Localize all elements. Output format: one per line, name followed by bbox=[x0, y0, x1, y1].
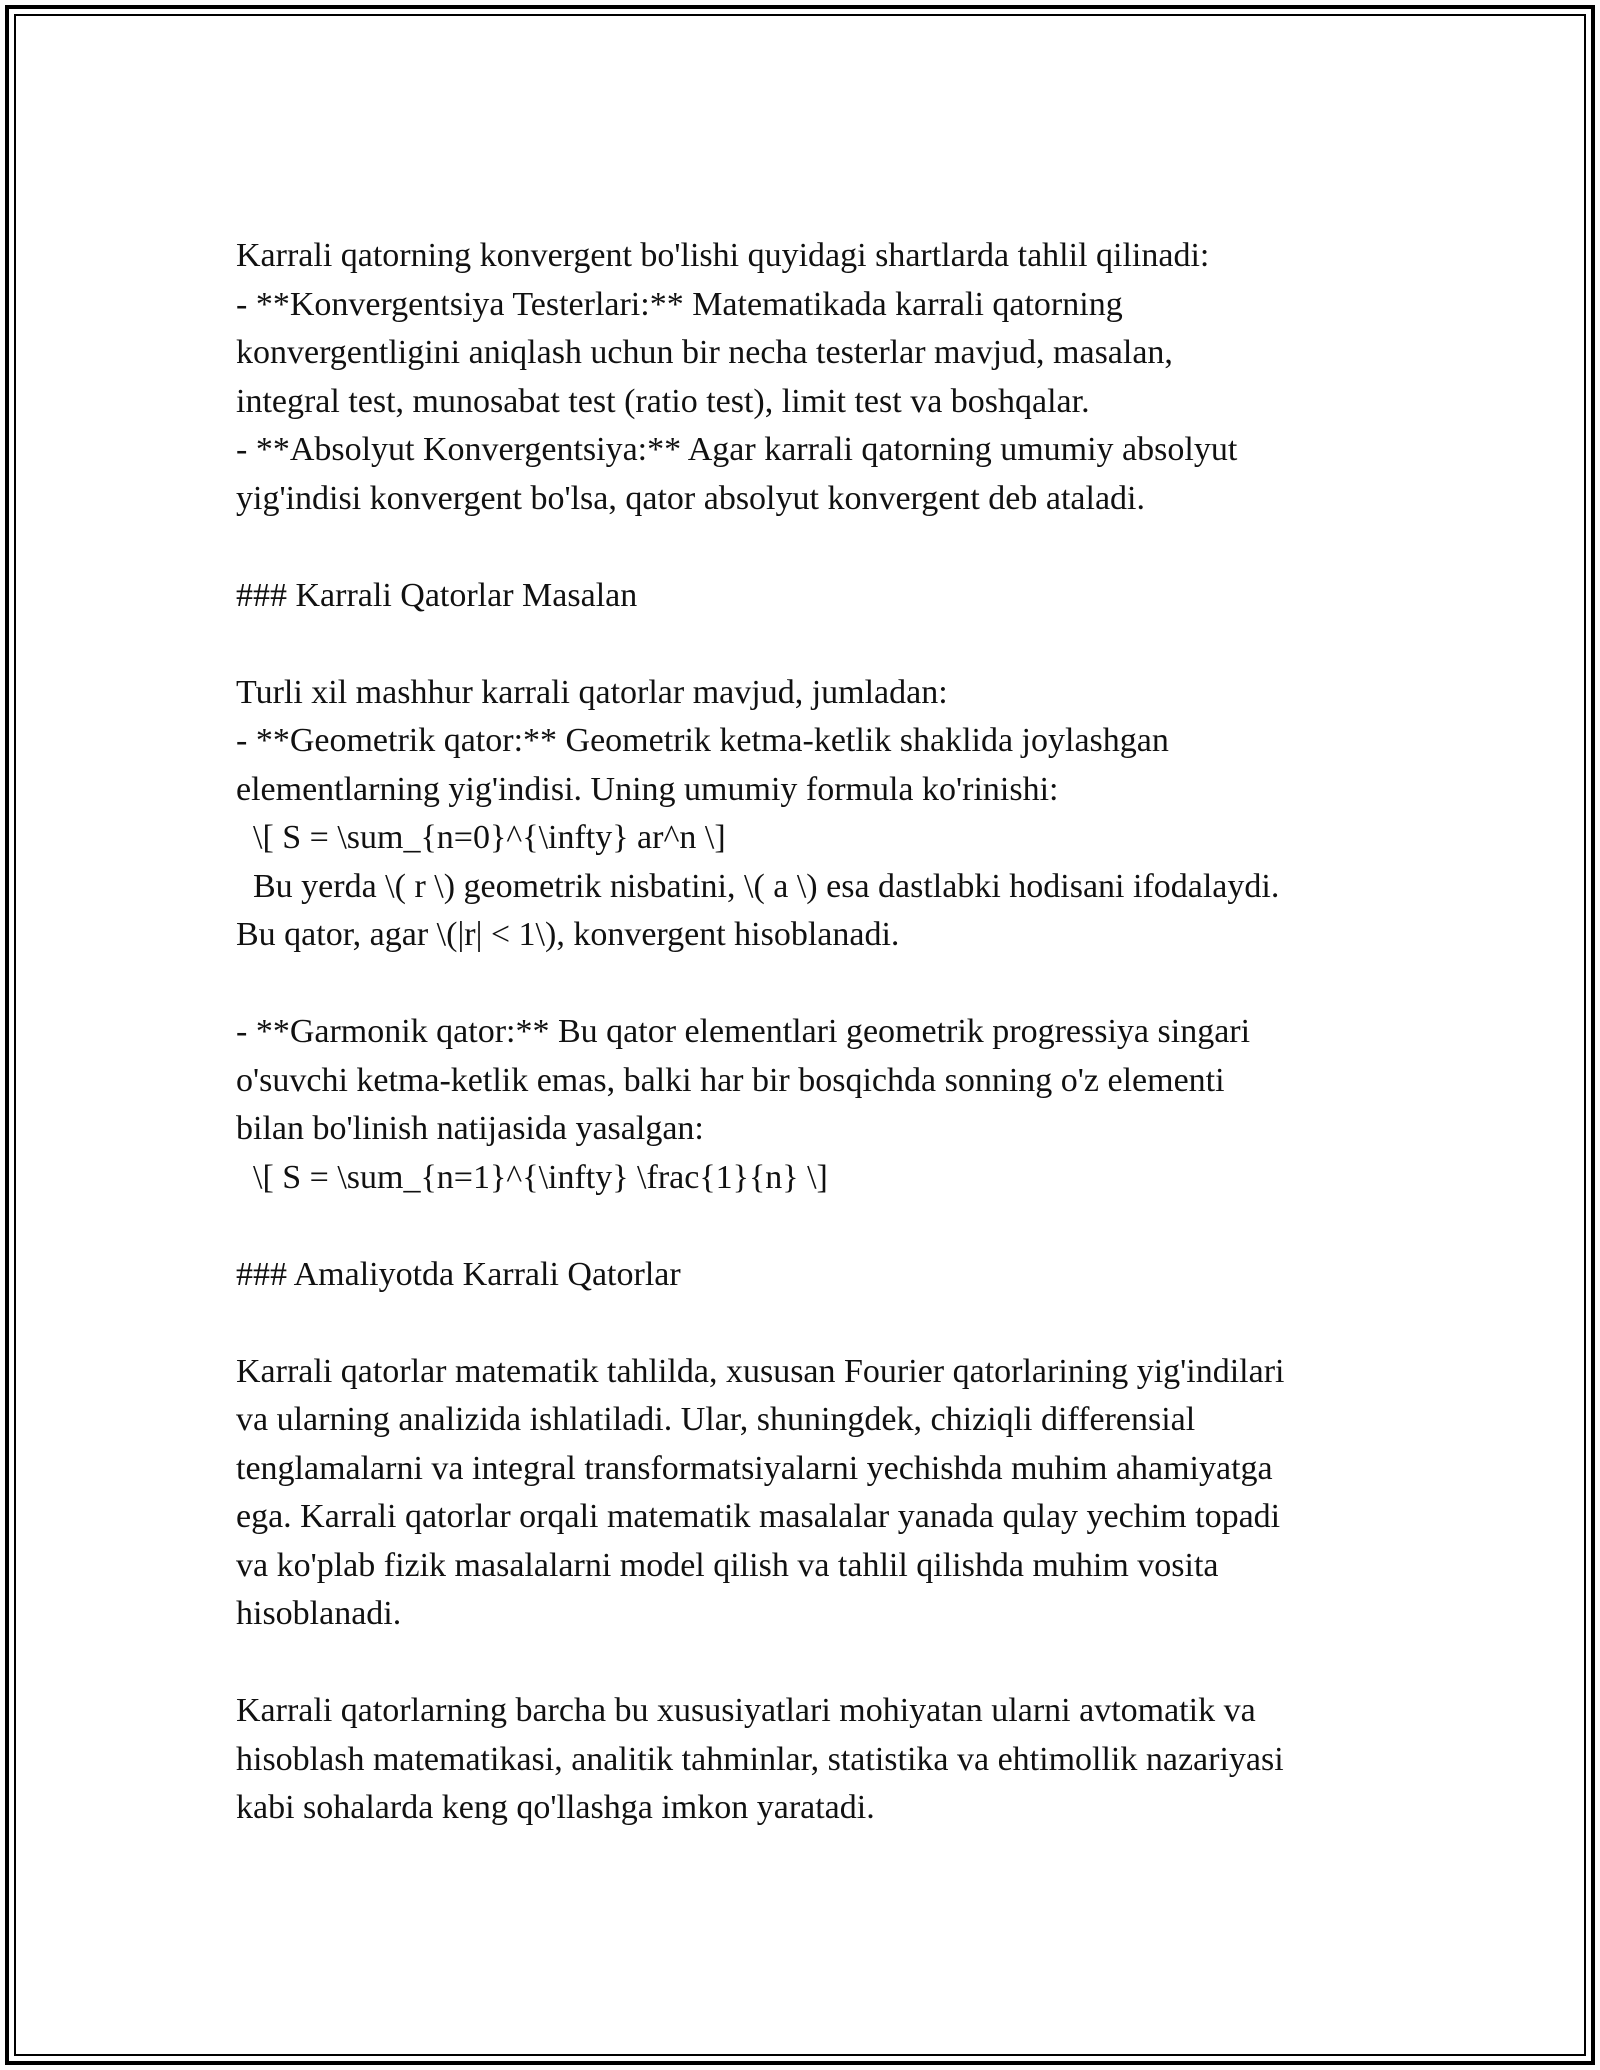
text-line: - **Geometrik qator:** Geometrik ketma-ketlik shaklida joylashgan bbox=[236, 722, 1169, 759]
section-heading: ### Karrali Qatorlar Masalan bbox=[236, 576, 638, 614]
text-line: Turli xil mashhur karrali qatorlar mavjud, jumladan: bbox=[236, 673, 948, 711]
text-line: hisoblanadi. bbox=[236, 1595, 402, 1632]
blank-line bbox=[236, 960, 1386, 1009]
text-line: Karrali qatorlar matematik tahlilda, xususan Fourier qatorlarining yig'indilari bbox=[236, 1352, 1285, 1390]
text-line: konvergentligini aniqlash uchun bir necha testerlar mavjud, masalan, bbox=[236, 334, 1173, 371]
section-heading: ### Amaliyotda Karrali Qatorlar bbox=[236, 1255, 681, 1293]
text-line: elementlarning yig'indisi. Uning umumiy formula ko'rinishi: bbox=[236, 770, 1059, 808]
text-line: Karrali qatorning konvergent bo'lishi quyidagi shartlarda tahlil qilinadi: bbox=[236, 237, 1210, 274]
text-line: va ko'plab fizik masalalarni model qilish va tahlil qilishda muhim vosita bbox=[236, 1546, 1219, 1584]
blank-line bbox=[236, 523, 1386, 572]
text-line: tenglamalarni va integral transformatsiyalarni yechishda muhim ahamiyatga bbox=[236, 1449, 1273, 1487]
text-line: Bu qator, agar \(|r| < 1\), konvergent hisoblanadi. bbox=[236, 916, 900, 953]
blank-line bbox=[236, 1299, 1386, 1348]
text-line: hisoblash matematikasi, analitik tahminlar, statistika va ehtimollik nazariyasi bbox=[236, 1740, 1284, 1778]
text-line: - **Konvergentsiya Testerlari:** Matematikada karrali qatorning bbox=[236, 285, 1123, 323]
text-line: va ularning analizida ishlatiladi. Ular, shuningdek, chiziqli differensial bbox=[236, 1401, 1196, 1438]
text-line: - **Absolyut Konvergentsiya:** Agar karrali qatorning umumiy absolyut bbox=[236, 431, 1238, 468]
blank-line bbox=[236, 620, 1386, 669]
text-line: integral test, munosabat test (ratio test), limit test va boshqalar. bbox=[236, 382, 1090, 420]
formula-line: \[ S = \sum_{n=0}^{\infty} ar^n \] bbox=[236, 819, 726, 856]
text-line: Bu yerda \( r \) geometrik nisbatini, \( a \) esa dastlabki hodisani ifodalaydi. bbox=[236, 867, 1280, 905]
text-line: o'suvchi ketma-ketlik emas, balki har bir bosqichda sonning o'z elementi bbox=[236, 1061, 1225, 1099]
document-body bbox=[236, 232, 1386, 1833]
blank-line bbox=[236, 1202, 1386, 1251]
text-line: yig'indisi konvergent bo'lsa, qator absolyut konvergent deb ataladi. bbox=[236, 479, 1145, 517]
text-line: kabi sohalarda keng qo'llashga imkon yaratadi. bbox=[236, 1789, 875, 1826]
text-line: Karrali qatorlarning barcha bu xususiyatlari mohiyatan ularni avtomatik va bbox=[236, 1692, 1256, 1729]
formula-line: \[ S = \sum_{n=1}^{\infty} \frac{1}{n} \] bbox=[236, 1158, 828, 1196]
text-line: bilan bo'linish natijasida yasalgan: bbox=[236, 1110, 704, 1147]
blank-line bbox=[236, 1639, 1386, 1688]
text-line: - **Garmonik qator:** Bu qator elementlari geometrik progressiya singari bbox=[236, 1013, 1251, 1050]
text-line: ega. Karrali qatorlar orqali matematik masalalar yanada qulay yechim topadi bbox=[236, 1498, 1281, 1535]
